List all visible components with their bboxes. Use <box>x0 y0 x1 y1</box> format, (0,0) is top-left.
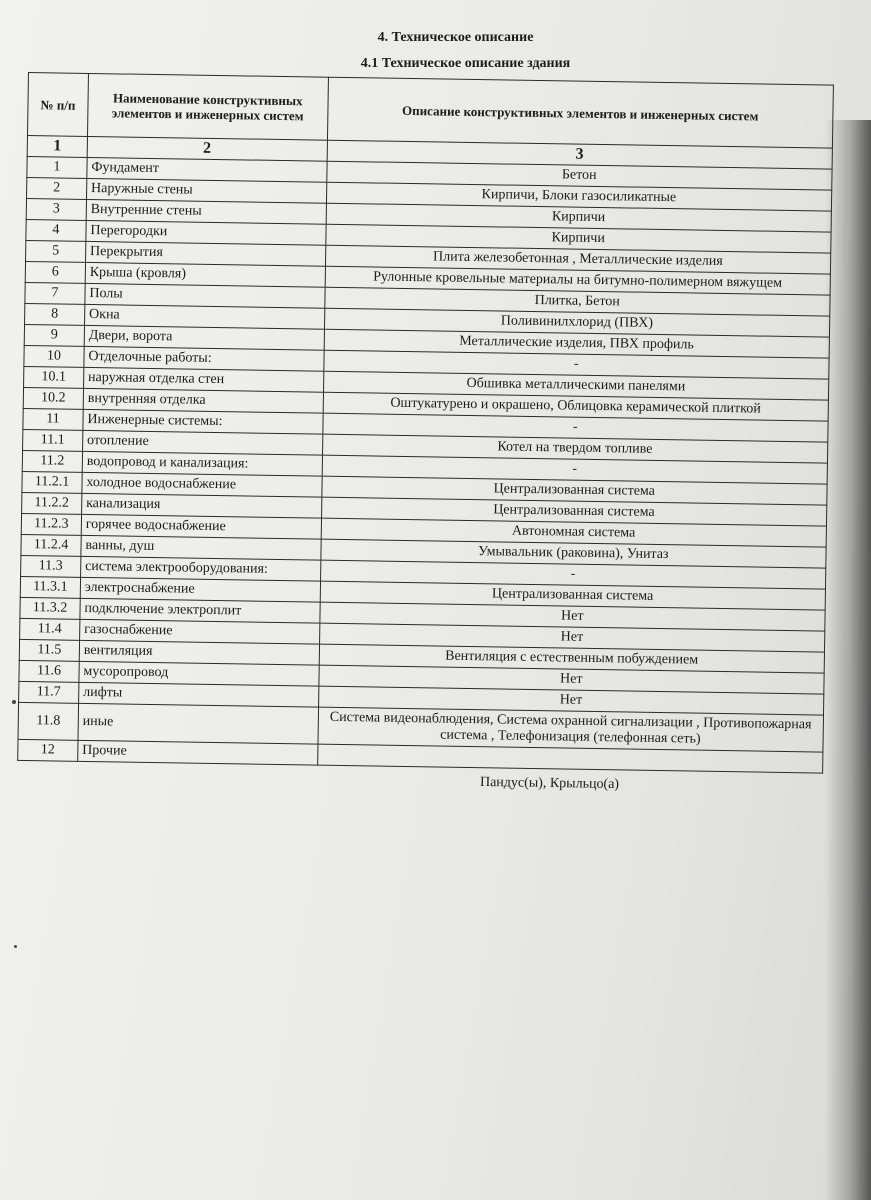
scan-speck <box>12 700 16 704</box>
row-element-description: Нет <box>319 623 825 652</box>
row-element-name: ванны, душ <box>81 535 321 560</box>
row-element-name: Инженерные системы: <box>83 409 323 434</box>
row-element-description: Поливинилхлорид (ПВХ) <box>324 308 830 337</box>
row-element-name: Отделочные работы: <box>84 346 324 371</box>
row-element-description: Нет <box>319 602 825 631</box>
row-number: 11.2.1 <box>22 471 82 493</box>
row-element-description: Рулонные кровельные материалы на битумно-полимерном вяжущем <box>325 266 831 295</box>
row-element-description: Плитка, Бетон <box>324 287 830 316</box>
row-element-description: Котел на твердом топливе <box>322 434 828 463</box>
row-number: 11.4 <box>20 618 80 640</box>
row-element-name: электроснабжение <box>80 577 320 602</box>
row-element-name: горячее водоснабжение <box>81 514 321 539</box>
row-element-description: - <box>323 350 829 379</box>
scan-speck <box>14 945 17 948</box>
row-element-name: Перекрытия <box>85 241 325 266</box>
row-element-name: Окна <box>84 304 324 329</box>
row-element-description: Централизованная система <box>321 497 827 526</box>
trailing-text: Пандус(ы), Крыльцо(а) <box>479 774 620 793</box>
row-number: 10.2 <box>23 387 83 409</box>
row-element-description: Автономная система <box>321 518 827 547</box>
row-number: 11.2 <box>22 450 82 472</box>
document-heading: 4. Техническое описание <box>377 30 534 45</box>
row-element-description: Кирпичи, Блоки газосиликатные <box>326 182 832 211</box>
row-element-name: Полы <box>85 283 325 308</box>
row-element-name: Наружные стены <box>86 178 326 203</box>
row-element-description: Кирпичи <box>325 224 831 253</box>
row-element-description: Кирпичи <box>326 203 832 232</box>
column-index: 1 <box>27 136 87 158</box>
row-number: 12 <box>18 739 78 761</box>
row-element-name: Двери, ворота <box>84 325 324 350</box>
row-number: 2 <box>27 177 87 199</box>
row-element-description: Система видеонаблюдения, Система охранной сигнализации , Противопожарная система , Телефонизация (телефонная сеть) <box>318 707 824 752</box>
technical-description-table <box>17 72 834 774</box>
row-number: 11.6 <box>19 660 79 682</box>
row-element-name: иные <box>78 703 318 744</box>
row-element-description: - <box>322 455 828 484</box>
row-number: 6 <box>25 261 85 283</box>
row-number: 11.2.3 <box>21 513 81 535</box>
row-number: 5 <box>26 240 86 262</box>
row-element-description: Оштукатурено и окрашено, Облицовка керамической плиткой <box>323 392 829 421</box>
row-element-name: система электрооборудования: <box>80 556 320 581</box>
row-element-description: - <box>320 560 826 589</box>
row-number: 11.2.2 <box>22 492 82 514</box>
row-number: 11.3 <box>21 555 81 577</box>
row-element-description: Обшивка металлическими панелями <box>323 371 829 400</box>
row-element-name: холодное водоснабжение <box>82 472 322 497</box>
column-index: 3 <box>327 140 833 169</box>
row-element-name: Фундамент <box>87 157 327 182</box>
row-element-description: Умывальник (раковина), Унитаз <box>320 539 826 568</box>
row-number: 11.1 <box>23 429 83 451</box>
row-number: 11.2.4 <box>21 534 81 556</box>
row-element-description: - <box>322 413 828 442</box>
row-element-description: Централизованная система <box>321 476 827 505</box>
header-number: № п/п <box>28 73 89 137</box>
row-element-description: Бетон <box>326 161 832 190</box>
row-number: 11 <box>23 408 83 430</box>
row-number: 11.7 <box>19 681 79 703</box>
row-element-name: канализация <box>81 493 321 518</box>
row-element-description: Плита железобетонная , Металлические изделия <box>325 245 831 274</box>
row-element-name: водопровод и канализация: <box>82 451 322 476</box>
row-element-name: лифты <box>78 682 318 707</box>
row-number: 10 <box>24 345 84 367</box>
row-number: 11.8 <box>18 702 78 740</box>
row-number: 4 <box>26 219 86 241</box>
row-number: 8 <box>25 303 85 325</box>
row-element-name: мусоропровод <box>79 661 319 686</box>
row-element-description: Металлические изделия, ПВХ профиль <box>324 329 830 358</box>
row-number: 3 <box>26 198 86 220</box>
column-index: 2 <box>87 136 327 161</box>
row-element-name: Прочие <box>78 740 318 765</box>
row-number: 1 <box>27 156 87 178</box>
row-number: 11.3.1 <box>20 576 80 598</box>
row-element-name: внутренняя отделка <box>83 388 323 413</box>
row-element-name: газоснабжение <box>79 619 319 644</box>
row-number: 7 <box>25 282 85 304</box>
row-element-description: Вентиляция с естественным побуждением <box>319 644 825 673</box>
header-element-name: Наименование конструктивных элементов и инженерных систем <box>87 73 328 140</box>
row-element-description: Централизованная система <box>320 581 826 610</box>
row-element-name: Перегородки <box>86 220 326 245</box>
row-number: 11.5 <box>19 639 79 661</box>
header-element-description: Описание конструктивных элементов и инженерных систем <box>327 77 833 148</box>
row-element-name: вентиляция <box>79 640 319 665</box>
row-element-name: подключение электроплит <box>80 598 320 623</box>
row-number: 9 <box>24 324 84 346</box>
row-element-description: Нет <box>318 665 824 694</box>
row-element-name: отопление <box>82 430 322 455</box>
row-element-name: наружная отделка стен <box>83 367 323 392</box>
row-number: 10.1 <box>24 366 84 388</box>
page-edge-shadow <box>825 120 871 1200</box>
row-element-name: Внутренние стены <box>86 199 326 224</box>
document-subheading: 4.1 Техническое описание здания <box>360 56 571 71</box>
row-element-name: Крыша (кровля) <box>85 262 325 287</box>
row-element-description: Нет <box>318 686 824 715</box>
row-number: 11.3.2 <box>20 597 80 619</box>
